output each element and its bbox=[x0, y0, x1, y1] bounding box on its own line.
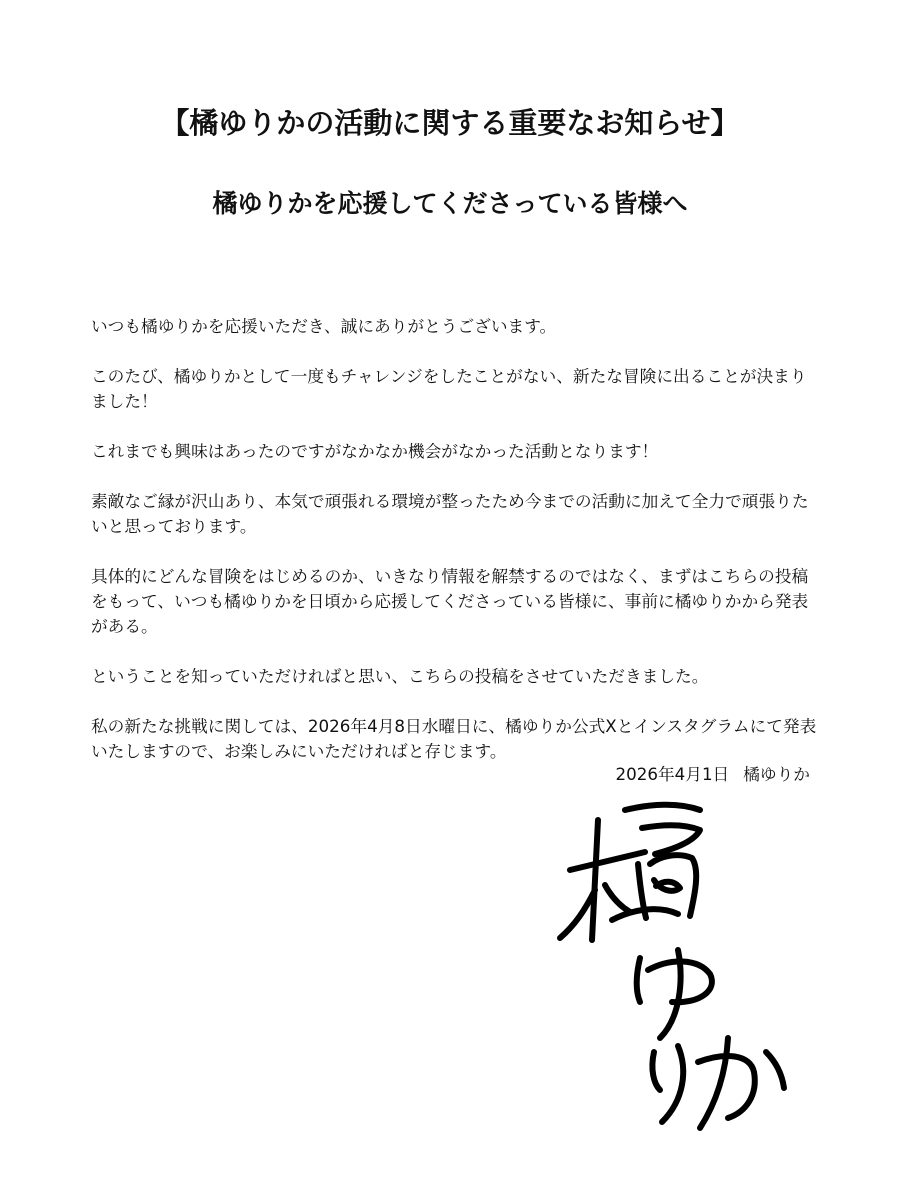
body-paragraph: これまでも興味はあったのですがなかなか機会がなかった活動となります！ bbox=[91, 441, 659, 461]
body-paragraph: いつも橘ゆりかを応援いただき、誠にありがとうございます。 bbox=[91, 316, 557, 336]
notice-body bbox=[91, 314, 819, 789]
notice-date: 2026年4月1日 bbox=[615, 764, 730, 784]
body-paragraph: ということを知っていただければと思い、こちらの投稿をさせていただきました。 bbox=[91, 666, 709, 686]
notice-author: 橘ゆりか bbox=[743, 764, 810, 784]
notice-salutation: 橘ゆりかを応援してくださっている皆様へ bbox=[212, 189, 688, 218]
body-paragraph: 素敵なご縁が沢山あり、本気で頑張れる環境が整ったため今までの活動に加えて全力で頑張りたいと思っております。 bbox=[91, 491, 809, 536]
notice-title: 【橘ゆりかの活動に関する重要なお知らせ】 bbox=[160, 106, 740, 140]
body-paragraph: 具体的にどんな冒険をはじめるのか、いきなり情報を解禁するのではなく、まずはこちらの投稿をもって、いつも橘ゆりかを日頃から応援してくださっている皆様に、事前に橘ゆりかから発表がある。 bbox=[91, 566, 809, 636]
handwritten-signature bbox=[550, 790, 810, 1140]
body-paragraph: 私の新たな挑戦に関しては、2026年4月8日水曜日に、橘ゆりか公式Xとインスタグラムにて発表いたしますので、お楽しみにいただければと存じます。 bbox=[91, 716, 817, 761]
body-paragraph: このたび、橘ゆりかとして一度もチャレンジをしたことがない、新たな冒険に出ることが決まりました！ bbox=[91, 366, 807, 411]
date-author-line bbox=[600, 762, 810, 787]
